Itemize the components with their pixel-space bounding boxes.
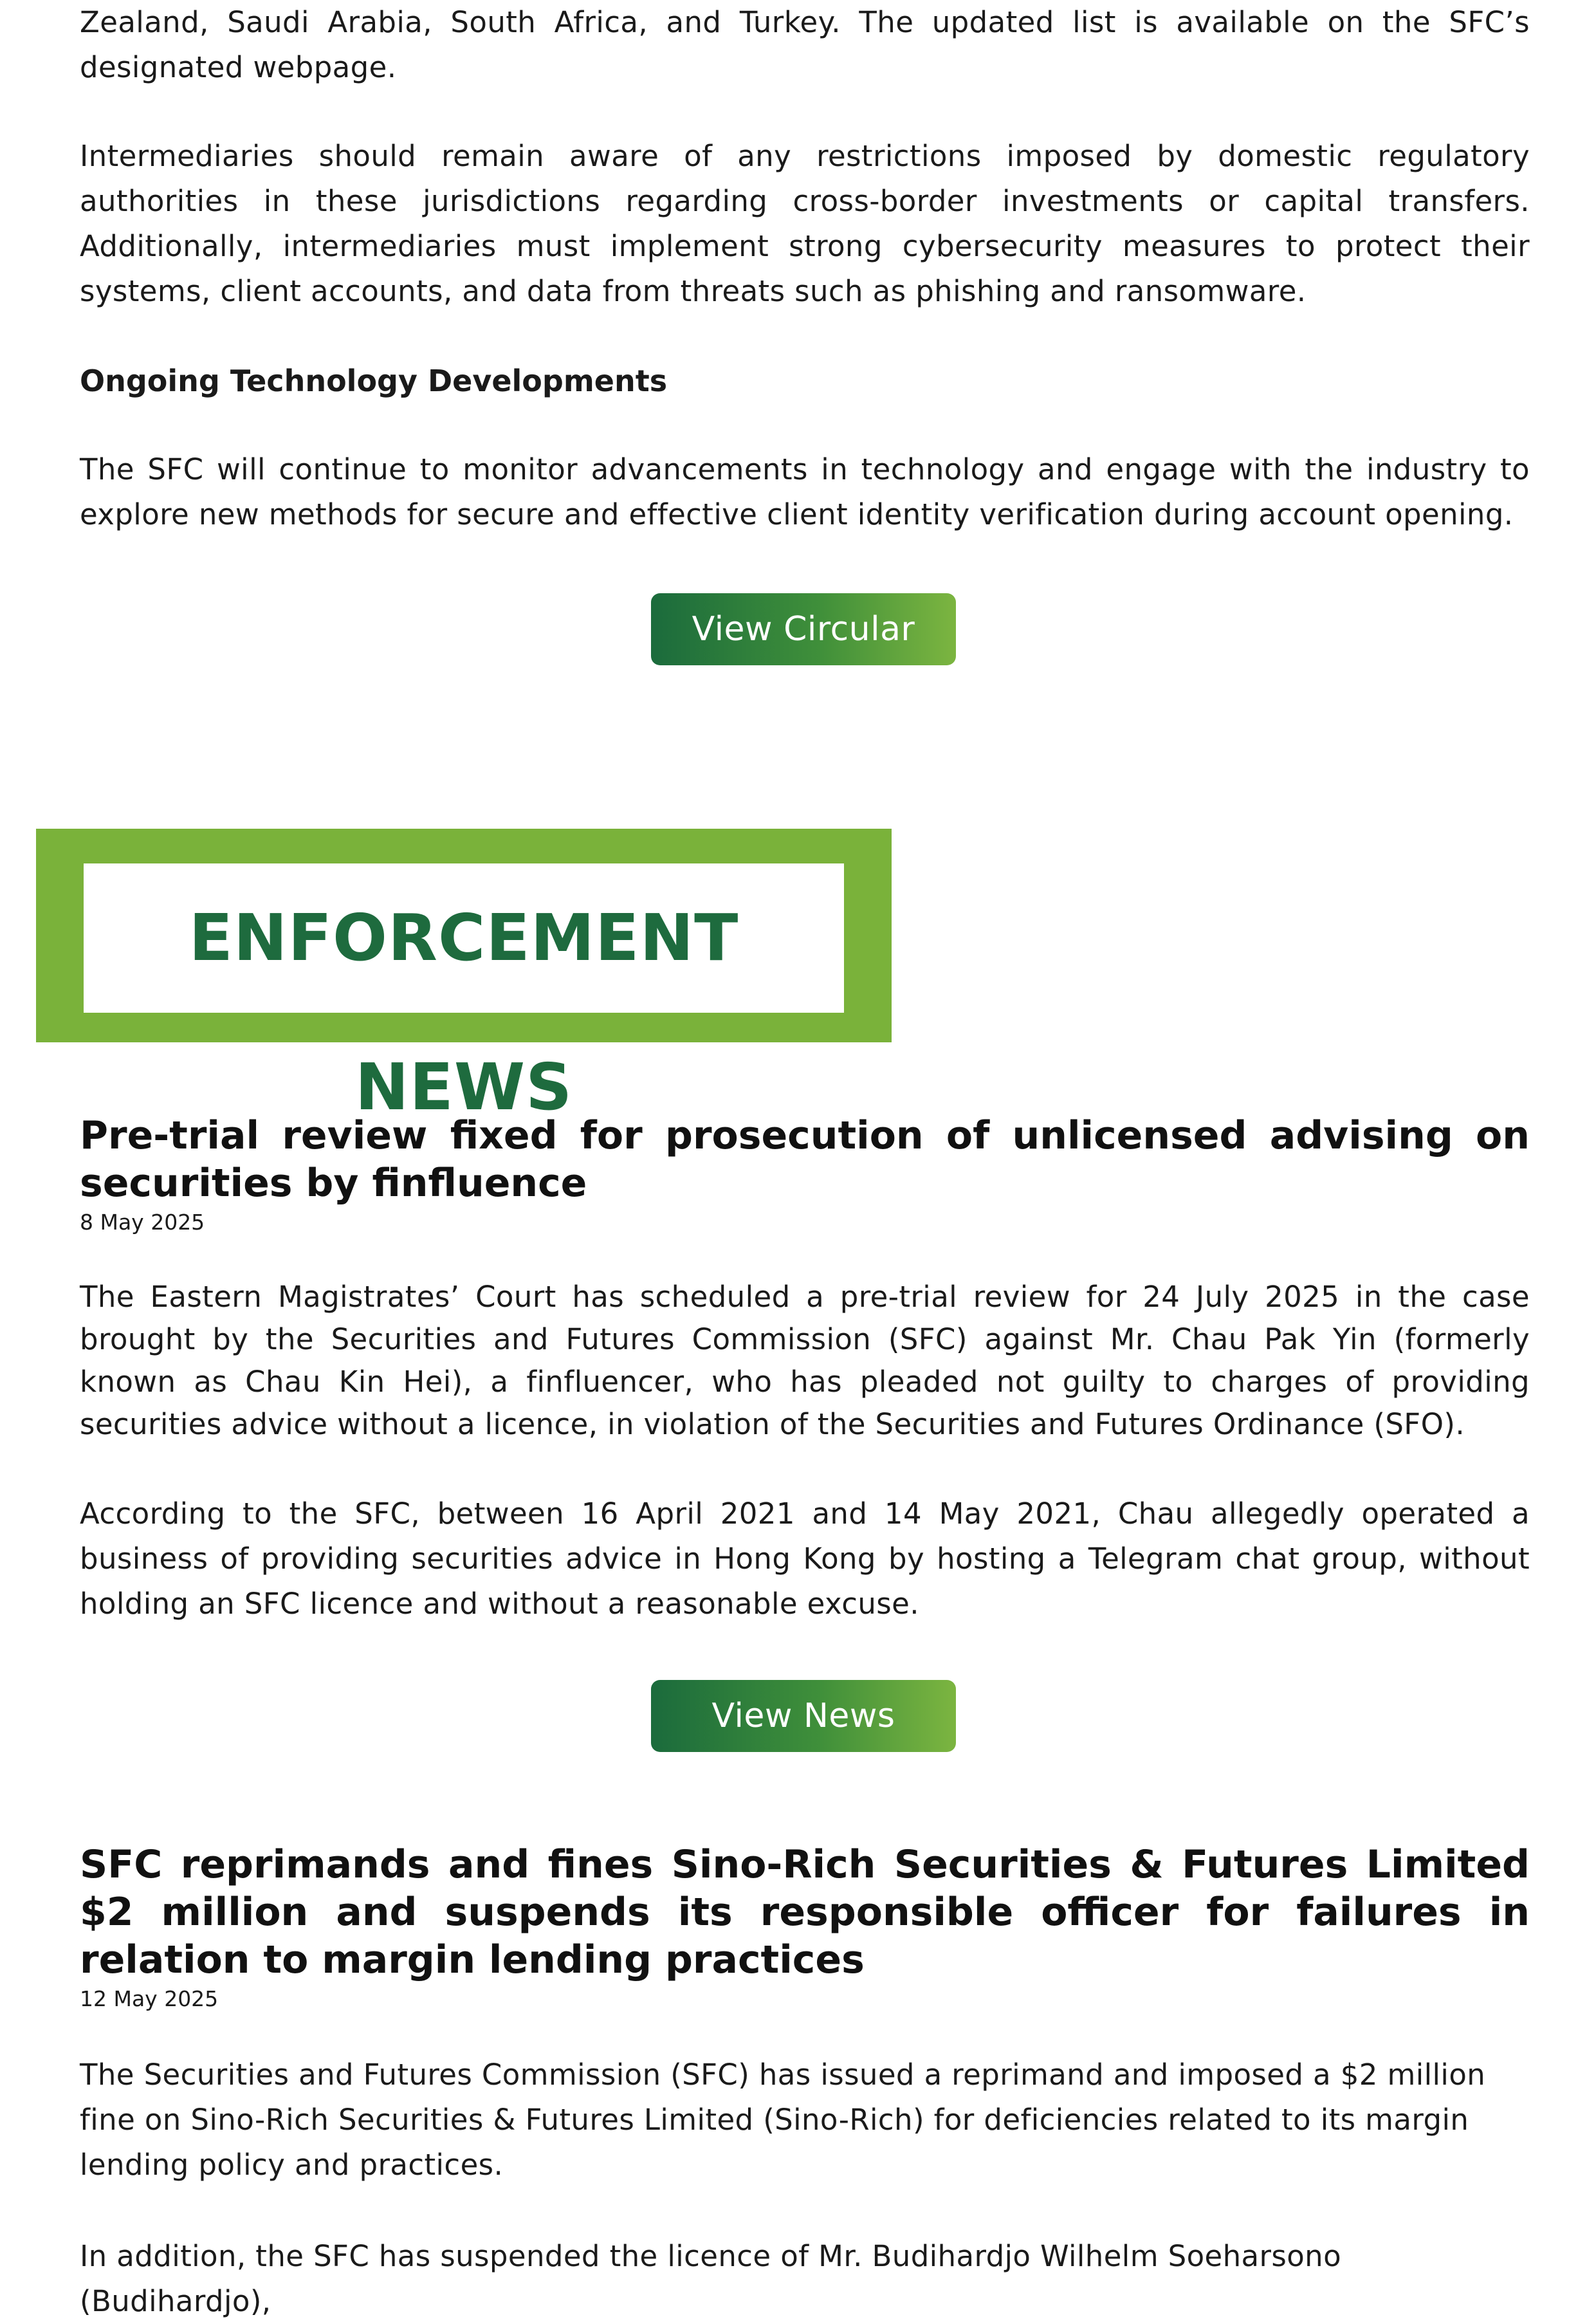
enforcement-news-title: ENFORCEMENT NEWS (188, 900, 739, 1125)
intro-paragraph-1: Zealand, Saudi Arabia, South Africa, and Turkey. The updated list is available on the SFC’s designated webpage. (80, 5, 1530, 84)
article-date: 8 May 2025 (80, 1210, 205, 1235)
article-paragraph: In addition, the SFC has suspended the licence of Mr. Budihardjo Wilhelm Soeharsono (Budihardjo), (80, 2239, 1342, 2318)
section-subheading: Ongoing Technology Developments (80, 364, 668, 398)
view-news-button[interactable]: View News (651, 1680, 956, 1752)
article-paragraph: The Securities and Futures Commission (SFC) has issued a reprimand and imposed a $2 million fine on Sino-Rich Securities & Futures Limited (Sino-Rich) for deficiencies related to its margin lending policy and practices. (80, 2058, 1486, 2182)
article-paragraph: According to the SFC, between 16 April 2021 and 14 May 2021, Chau allegedly operated a business of providing securities advice in Hong Kong by hosting a Telegram chat group, without holding an SFC licence and without a reasonable excuse. (80, 1497, 1530, 1621)
intro-paragraph-2: Intermediaries should remain aware of any restrictions imposed by domestic regulatory authorities in these jurisdictions regarding cross-border investments or capital transfers. Additionally, intermediaries must implement strong cybersecurity measures to protect their systems, client accounts, and data from threats such as phishing and ransomware. (80, 139, 1530, 308)
enforcement-news-banner-inner (84, 863, 844, 1125)
article-title: SFC reprimands and fines Sino-Rich Securities & Futures Limited $2 million and suspends its responsible officer for failures in relation to margin lending practices (80, 1842, 1530, 1982)
article-date: 12 May 2025 (80, 1986, 219, 2011)
article-paragraph: The Eastern Magistrates’ Court has scheduled a pre-trial review for 24 July 2025 in the case brought by the Securities and Futures Commission (SFC) against Mr. Chau Pak Yin (formerly known as Chau Kin Hei), a finfluencer, who has pleaded not guilty to charges of providing securities advice without a licence, in violation of the Securities and Futures Ordinance (SFO). (80, 1280, 1530, 1441)
intro-paragraph-3: The SFC will continue to monitor advancements in technology and engage with the industry to explore new methods for secure and effective client identity verification during account opening. (80, 452, 1530, 531)
article-title: Pre-trial review fixed for prosecution of unlicensed advising on securities by finfluence (80, 1113, 1530, 1206)
enforcement-news-banner (36, 829, 892, 1125)
view-circular-button[interactable]: View Circular (651, 593, 956, 665)
